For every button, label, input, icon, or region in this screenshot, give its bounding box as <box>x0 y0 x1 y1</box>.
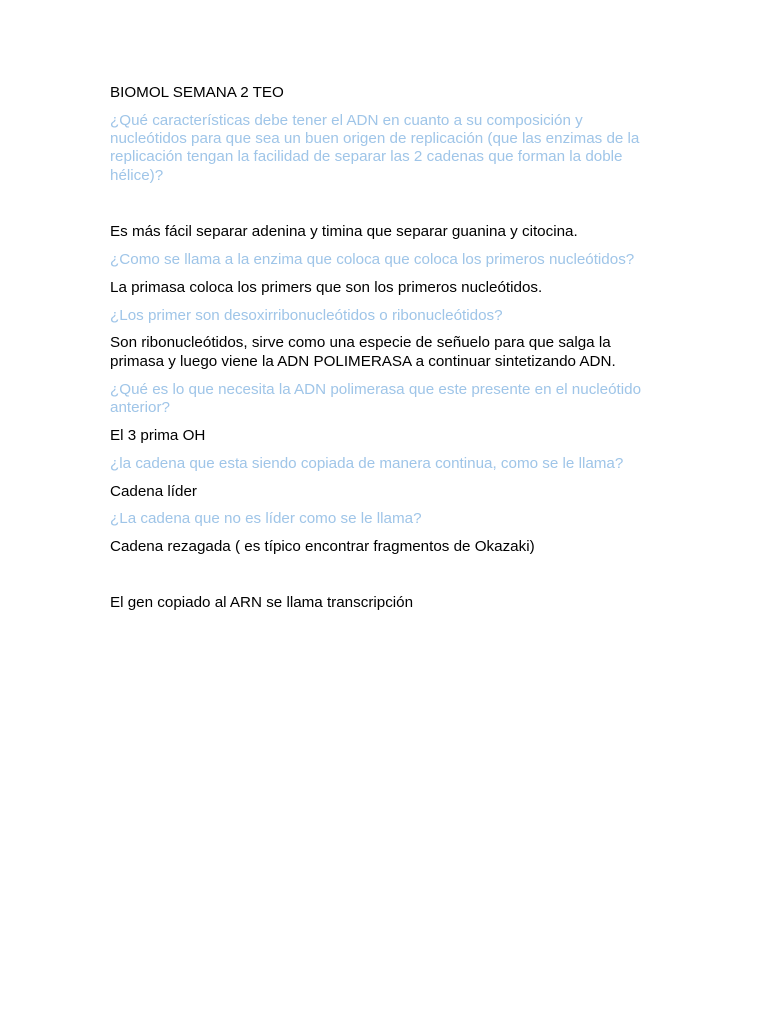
question-paragraph: ¿Qué características debe tener el ADN en cuanto a su composición y nucleótidos para que sea un buen origen de replicación (que las enzimas de la replicación tengan la facilidad de separar las 2 cadenas que forman la doble hélice)? <box>110 111 640 184</box>
question-paragraph: ¿Los primer son desoxirribonucleótidos o ribonucleótidos? <box>110 306 503 324</box>
answer-paragraph: El 3 prima OH <box>110 426 206 444</box>
answer-paragraph: Cadena rezagada ( es típico encontrar fragmentos de Okazaki) <box>110 538 535 556</box>
answer-paragraph: Cadena líder <box>110 482 197 500</box>
answer-paragraph: Son ribonucleótidos, sirve como una especie de señuelo para que salga la primasa y luego viene la ADN POLIMERASA a continuar sintetizando ADN. <box>110 334 616 370</box>
question-paragraph: ¿Qué es lo que necesita la ADN polimerasa que este presente en el nucleótido anterior? <box>110 380 642 416</box>
document-body <box>110 84 658 613</box>
question-paragraph: ¿La cadena que no es líder como se le llama? <box>110 510 422 528</box>
answer-paragraph: Es más fácil separar adenina y timina que separar guanina y citocina. <box>110 222 578 240</box>
question-paragraph: ¿la cadena que esta siendo copiada de manera continua, como se le llama? <box>110 454 624 472</box>
document-title: BIOMOL SEMANA 2 TEO <box>110 84 284 101</box>
answer-paragraph: El gen copiado al ARN se llama transcripción <box>110 594 414 612</box>
question-paragraph: ¿Como se llama a la enzima que coloca que coloca los primeros nucleótidos? <box>110 250 635 268</box>
answer-paragraph: La primasa coloca los primers que son los primeros nucleótidos. <box>110 278 543 296</box>
